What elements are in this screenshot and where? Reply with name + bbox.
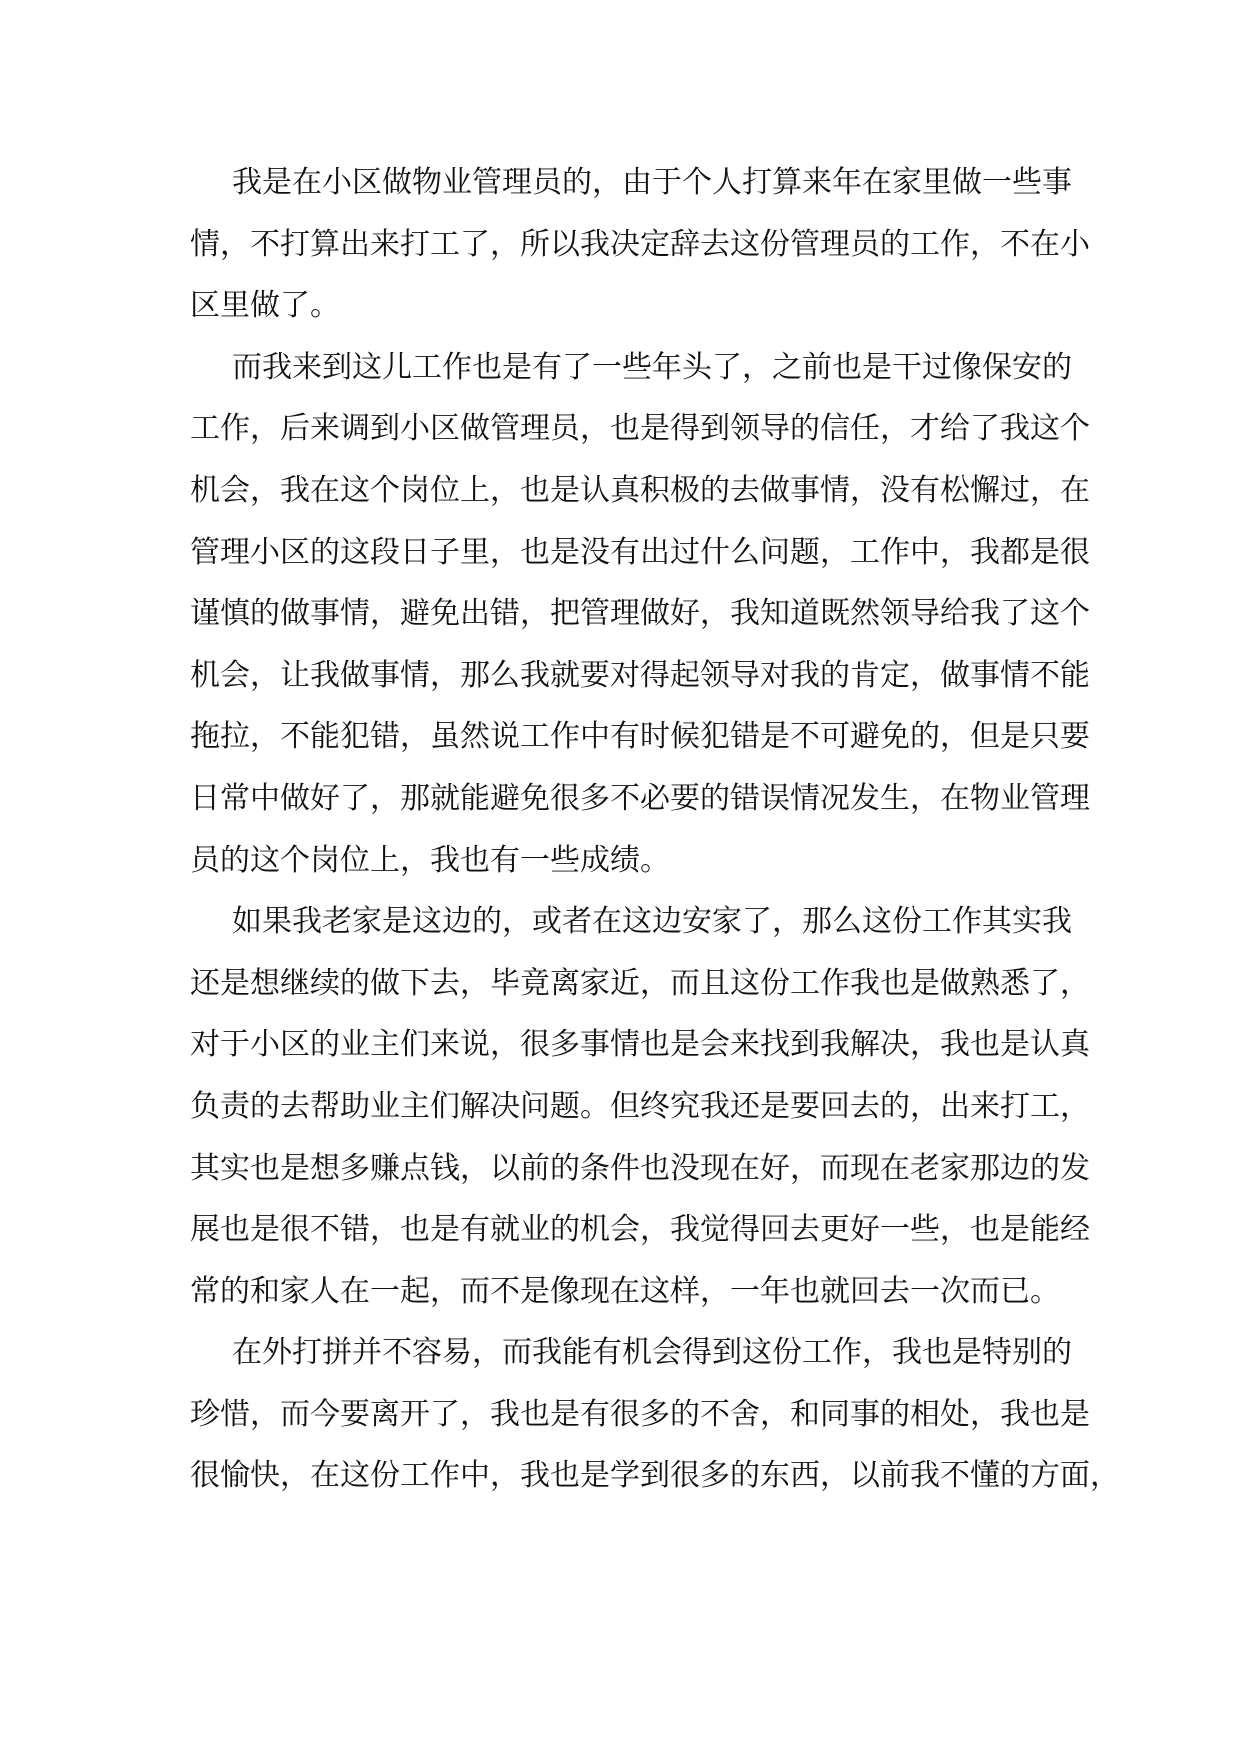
text-line: 对于小区的业主们来说，很多事情也是会来找到我解决，我也是认真 xyxy=(190,1027,1090,1063)
text-line: 机会，让我做事情，那么我就要对得起领导对我的肯定，做事情不能 xyxy=(190,657,1090,693)
text-line: 管理小区的这段日子里，也是没有出过什么问题，工作中，我都是很 xyxy=(190,534,1090,570)
text-line: 在外打拼并不容易，而我能有机会得到这份工作，我也是特别的 xyxy=(232,1335,1072,1371)
text-line: 常的和家人在一起，而不是像现在这样，一年也就回去一次而已。 xyxy=(190,1273,1060,1309)
text-line: 拖拉，不能犯错，虽然说工作中有时候犯错是不可避免的，但是只要 xyxy=(190,719,1090,755)
paragraph-3 xyxy=(190,891,1090,1322)
text-line: 员的这个岗位上，我也有一些成绩。 xyxy=(190,842,670,878)
text-line: 机会，我在这个岗位上，也是认真积极的去做事情，没有松懈过，在 xyxy=(190,472,1090,508)
document-body xyxy=(190,152,1120,1507)
text-line: 如果我老家是这边的，或者在这边安家了，那么这份工作其实我 xyxy=(232,904,1072,940)
text-line: 工作，后来调到小区做管理员，也是得到领导的信任，才给了我这个 xyxy=(190,411,1090,447)
paragraph-1 xyxy=(190,152,1090,337)
paragraph-2 xyxy=(190,337,1090,891)
text-line: 谨慎的做事情，避免出错，把管理做好，我知道既然领导给我了这个 xyxy=(190,596,1090,632)
text-line: 而我来到这儿工作也是有了一些年头了，之前也是干过像保安的 xyxy=(232,349,1072,385)
text-line: 负责的去帮助业主们解决问题。但终究我还是要回去的，出来打工， xyxy=(190,1088,1090,1124)
text-line: 情，不打算出来打工了，所以我决定辞去这份管理员的工作，不在小 xyxy=(190,226,1090,262)
text-line: 日常中做好了，那就能避免很多不必要的错误情况发生，在物业管理 xyxy=(190,780,1090,816)
text-line: 其实也是想多赚点钱，以前的条件也没现在好，而现在老家那边的发 xyxy=(190,1150,1090,1186)
paragraph-4 xyxy=(190,1322,1120,1507)
text-line: 区里做了。 xyxy=(190,288,340,324)
text-line: 还是想继续的做下去，毕竟离家近，而且这份工作我也是做熟悉了， xyxy=(190,965,1090,1001)
text-line: 展也是很不错，也是有就业的机会，我觉得回去更好一些，也是能经 xyxy=(190,1212,1090,1248)
text-line: 我是在小区做物业管理员的，由于个人打算来年在家里做一些事 xyxy=(232,165,1072,200)
text-line: 珍惜，而今要离开了，我也是有很多的不舍，和同事的相处，我也是 xyxy=(190,1396,1090,1432)
text-line: 很愉快，在这份工作中，我也是学到很多的东西，以前我不懂的方面， xyxy=(190,1458,1120,1494)
